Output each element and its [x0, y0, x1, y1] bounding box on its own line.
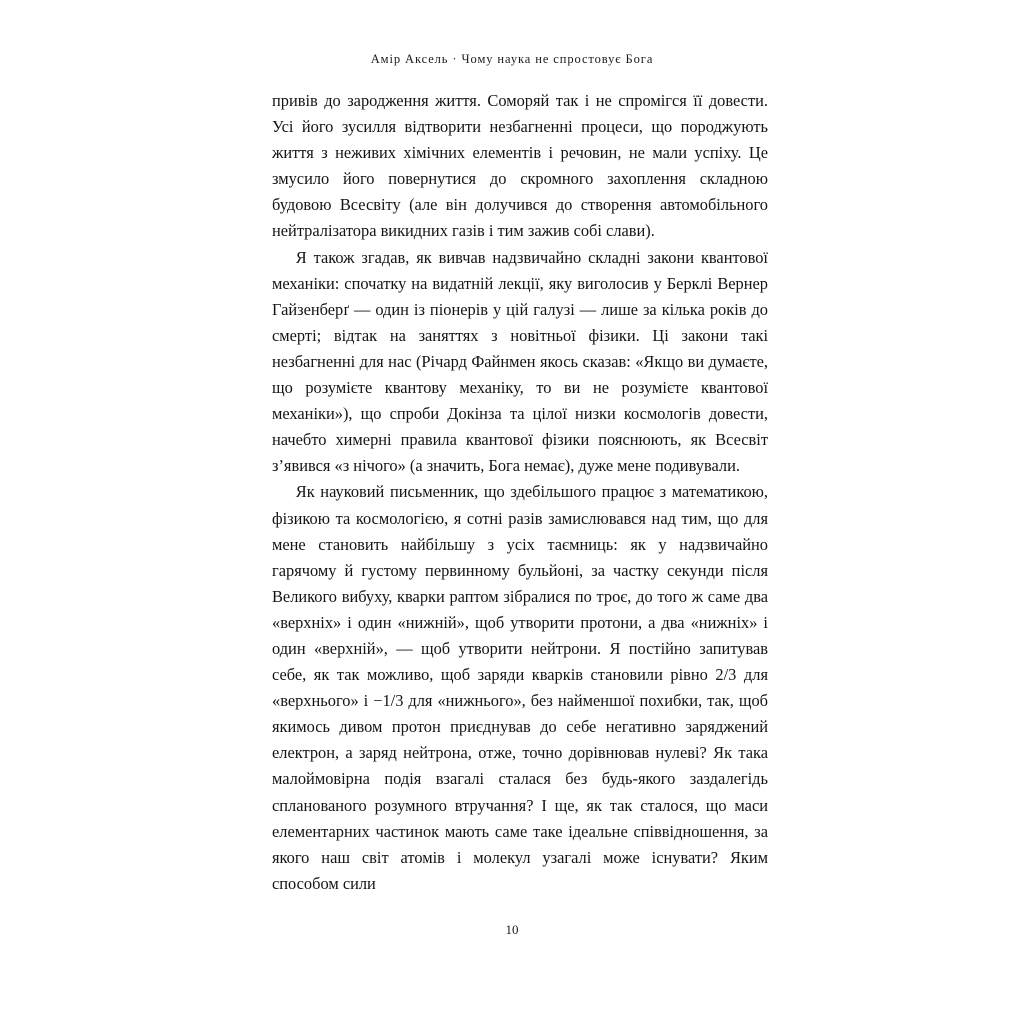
page-number: 10	[505, 922, 519, 937]
paragraph: Я також згадав, як вивчав надзвичайно складні закони квантової механіки: спочатку на видатній лекції, яку виголосив у Берклі Вернер Гайзенберґ — один із піонерів у цій галузі — лише за кілька років до смерті; відтак на заняттях з новітньої фізики. Ці закони такі незбагненні для нас (Річард Файнмен якось сказав: «Якщо ви думаєте, що розумієте квантову механіку, то ви не розумієте квантової механіки»), що спроби Докінза та цілої низки космологів довести, начебто химерні правила квантової фізики пояснюють, як Всесвіт з’явився «з нічого» (а значить, Бога немає), дуже мене подивували.	[272, 247, 768, 476]
body-text	[272, 88, 768, 897]
paragraph: привів до зародження життя. Соморяй так і не спромігся її довести. Усі його зусилля відтворити незбагненні процеси, що породжують життя з неживих хімічних елементів і речовин, не мали успіху. Це змусило його повернутися до скромного захоплення складною будовою Всесвіту (але він долучився до створення автомобільного нейтралізатора викидних газів і тим зажив собі слави).	[272, 91, 768, 241]
running-head: Амір Аксель · Чому наука не спростовує Бога	[370, 52, 654, 66]
paragraph: Як науковий письменник, що здебільшого працює з математикою, фізикою та космологією, я сотні разів замислювався над тим, що для мене становить найбільшу з усіх таємниць: як у надзвичайно гарячому й густому первинному бульйоні, за частку секунди після Великого вибуху, кварки раптом зібралися по троє, до того ж саме два «верхніх» і один «нижній», щоб утворити протони, а два «нижніх» і один «верхній», — щоб утворити нейтрони. Я постійно запитував себе, як так можливо, щоб заряди кварків становили рівно 2/3 для «верхнього» і −1/3 для «нижнього», без найменшої похибки, так, щоб якимось дивом протон приєднував до себе негативно заряджений електрон, а заряд нейтрона, отже, точно дорівнював нулеві? Як така малоймовірна подія взагалі сталася без будь-якого заздалегідь спланованого розумного втручання? І ще, як так сталося, що маси елементарних частинок мають саме таке ідеальне співвідношення, за якого наш світ атомів і молекул узагалі може існувати? Яким способом сили	[272, 482, 768, 893]
